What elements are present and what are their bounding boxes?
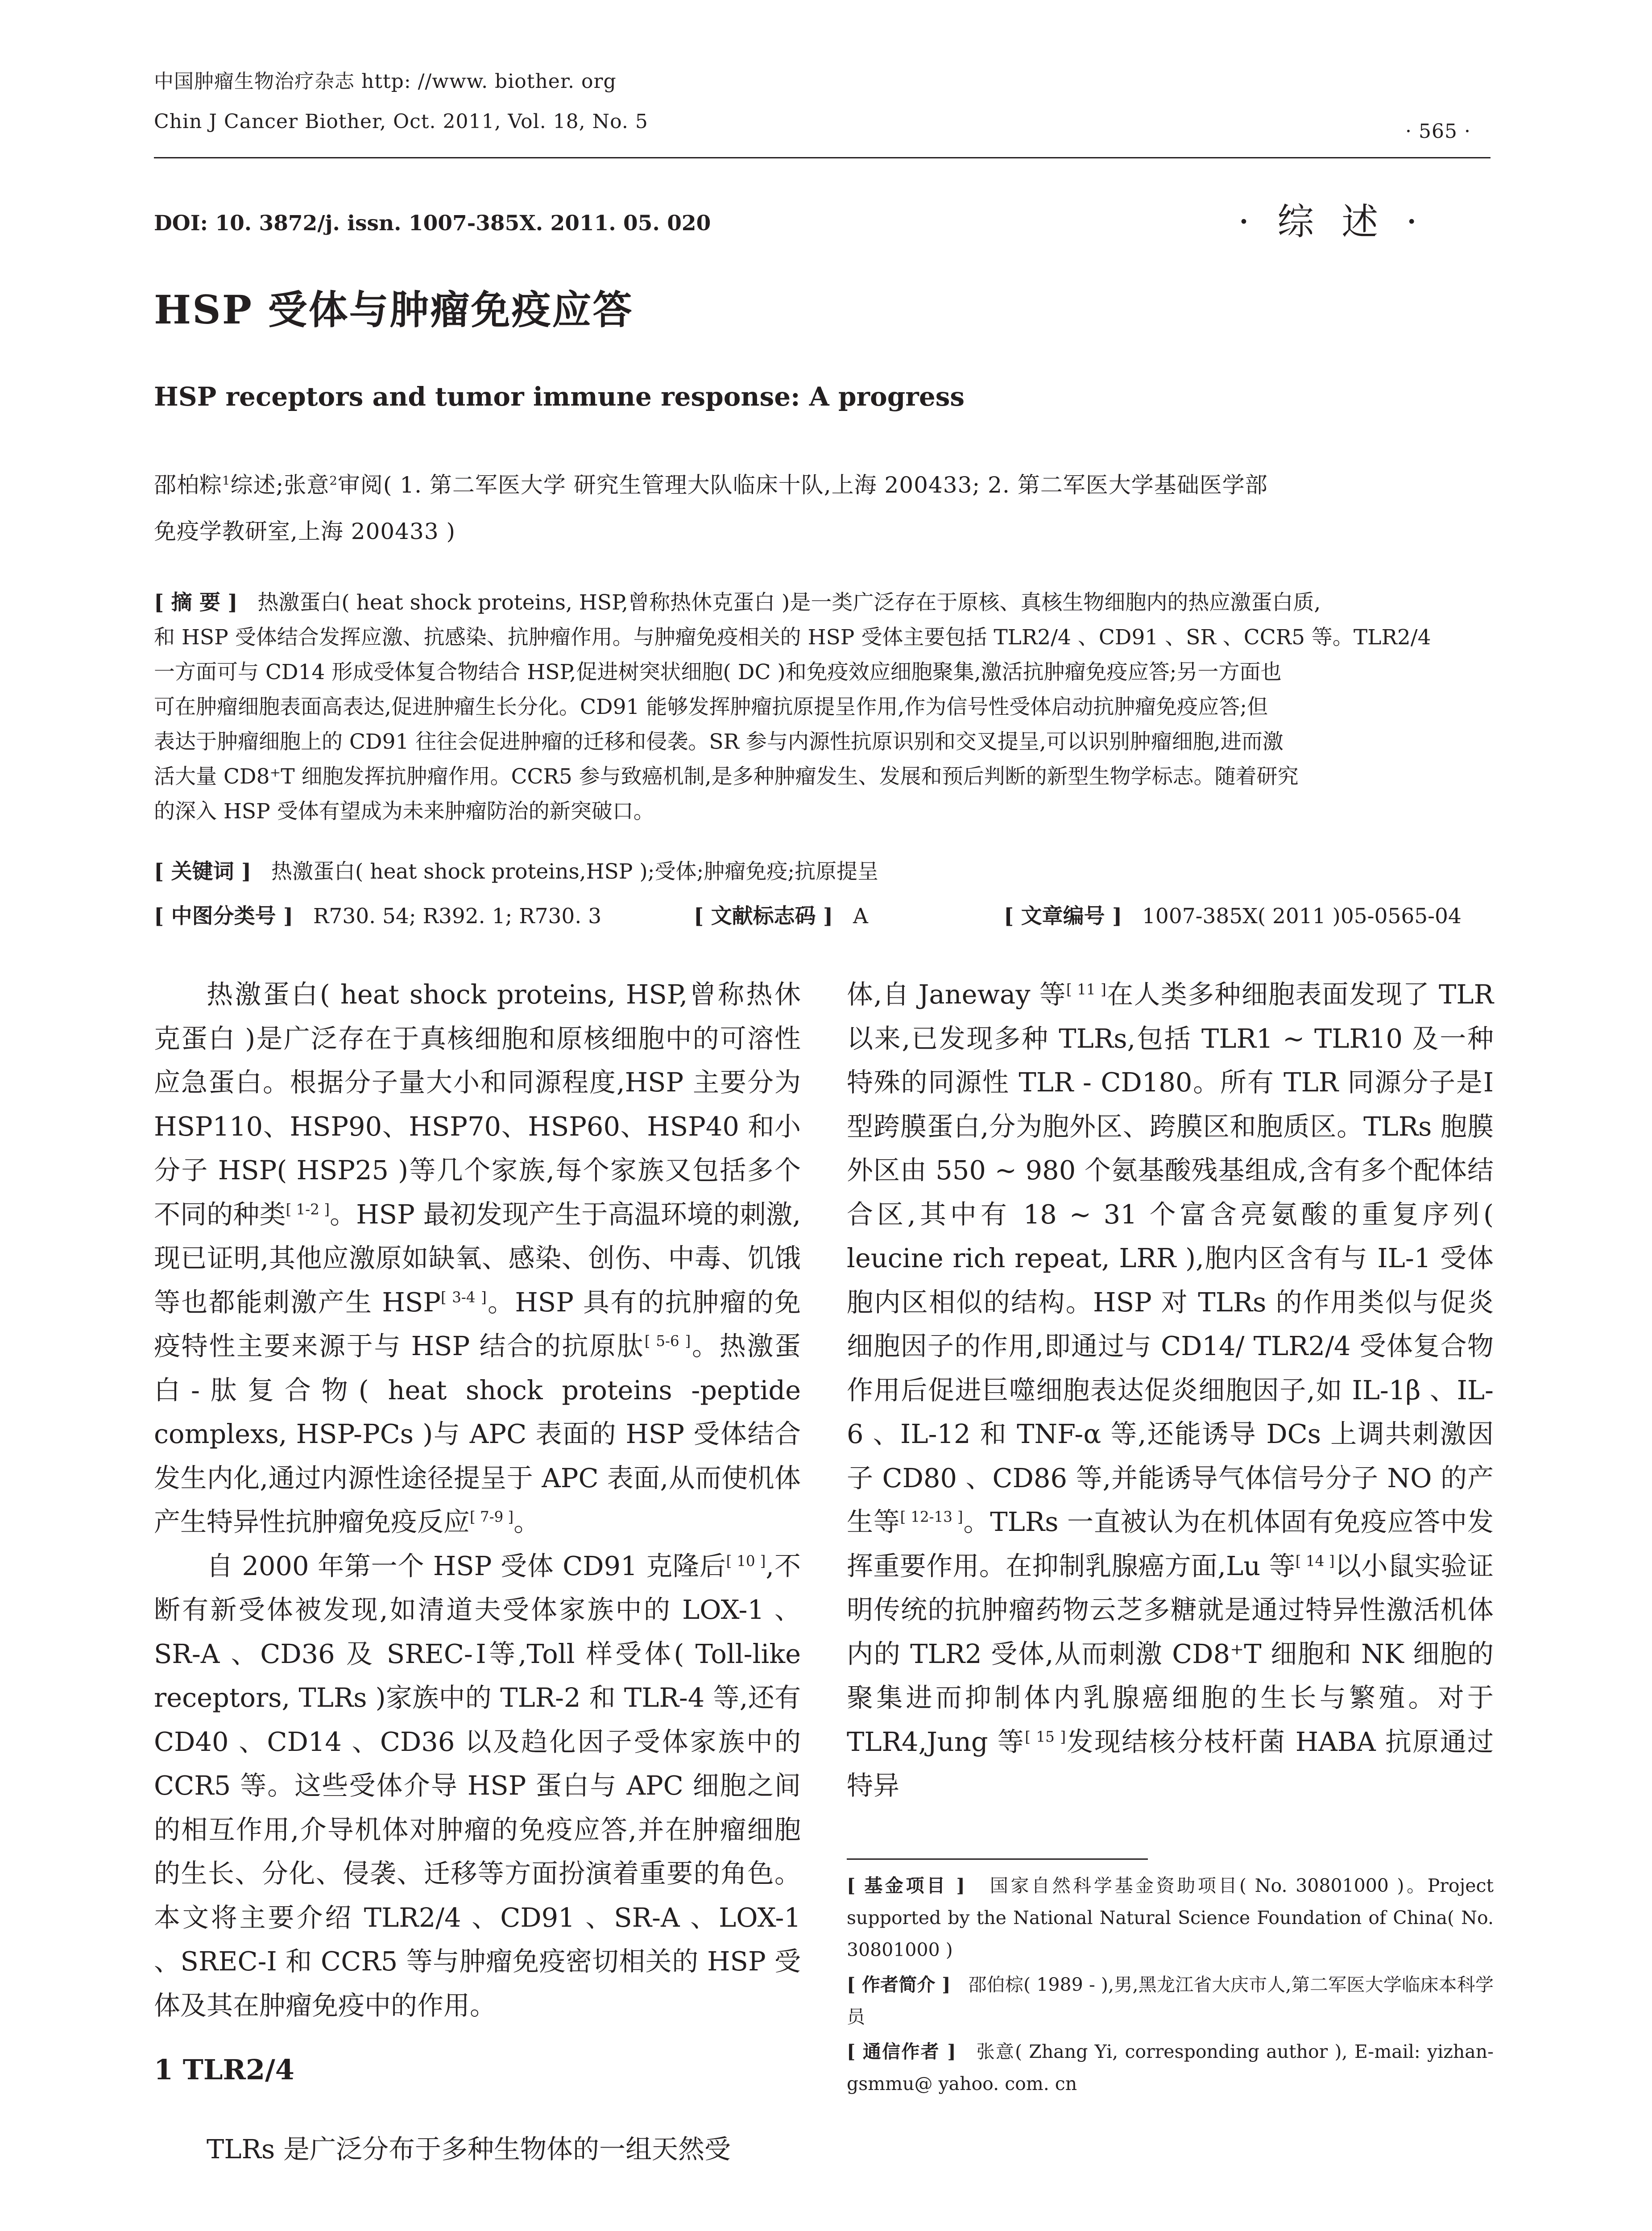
citation: [ 10 ] bbox=[726, 1552, 766, 1569]
affil-mark-2: 2 bbox=[329, 473, 338, 488]
clc-number bbox=[154, 899, 601, 934]
clc-label: [ 中图分类号 ] bbox=[154, 904, 294, 929]
text-run: 。热激蛋白-肽复合物( heat shock proteins -peptide complexs, HSP-PCs )与 APC 表面的 HSP 受体结合发生内化,通过内源性途径提呈于 APC 表面,从而使机体产生特异性抗肿瘤免疫反应 bbox=[154, 1331, 801, 1537]
keywords-label: [ 关键词 ] bbox=[154, 859, 252, 884]
affil-mark-1: 1 bbox=[222, 473, 231, 488]
header-rule bbox=[154, 157, 1491, 158]
text-run: 。HSP 最初发现产生于高温环境的刺激,现已证明,其他应激原如缺氧、感染、创伤、中毒、饥饿等也都能刺激产生 HSP bbox=[154, 1198, 801, 1318]
document-code-label: [ 文献标志码 ] bbox=[694, 904, 833, 929]
article-number bbox=[1004, 899, 1462, 934]
author-2: 综述;张意 bbox=[230, 472, 330, 498]
abstract bbox=[154, 585, 1490, 829]
text-run: 体,自 Janeway 等 bbox=[847, 979, 1066, 1010]
author-bio-text: 邵伯棕( 1989 - ),男,黑龙江省大庆市人,第二军医大学临床本科学员 bbox=[847, 1974, 1494, 2028]
text-run: 自 2000 年第一个 HSP 受体 CD91 克隆后 bbox=[207, 1550, 726, 1581]
abstract-line: 热激蛋白( heat shock proteins, HSP,曾称热休克蛋白 )是一类广泛存在于原核、真核生物细胞内的热应激蛋白质, bbox=[257, 590, 1321, 615]
citation: [ 1-2 ] bbox=[286, 1200, 330, 1218]
authors bbox=[154, 462, 1492, 555]
doi: DOI: 10. 3872/j. issn. 1007-385X. 2011. 05. 020 bbox=[154, 211, 711, 236]
clc-value: R730. 54; R392. 1; R730. 3 bbox=[313, 904, 602, 929]
correspondence-text: 张意( Zhang Yi, corresponding author ), E-mail: yizhan-gsmmu@ yahoo. com. cn bbox=[847, 2041, 1494, 2094]
keywords-text: 热激蛋白( heat shock proteins,HSP );受体;肿瘤免疫;抗原提呈 bbox=[271, 859, 879, 884]
abstract-line: 一方面可与 CD14 形成受体复合物结合 HSP,促进树突状细胞( DC )和免疫效应细胞聚集,激活抗肿瘤免疫应答;另一方面也 bbox=[154, 660, 1282, 684]
body-right-column bbox=[847, 973, 1494, 1808]
abstract-line: 的深入 HSP 受体有望成为未来肿瘤防治的新突破口。 bbox=[154, 799, 654, 824]
paragraph-tlr-cont bbox=[847, 973, 1494, 1808]
text-run: 。HSP 具有的抗肿瘤的免疫特性主要来源于与 HSP 结合的抗原肽 bbox=[154, 1286, 801, 1361]
body-left-column bbox=[154, 973, 801, 2028]
abstract-line: 活大量 CD8⁺T 细胞发挥抗肿瘤作用。CCR5 参与致癌机制,是多种肿瘤发生、发展和预后判断的新型生物学标志。随着研究 bbox=[154, 764, 1299, 789]
text-run: 。 bbox=[513, 1506, 540, 1537]
abstract-line: 和 HSP 受体结合发挥应激、抗感染、抗肿瘤作用。与肿瘤免疫相关的 HSP 受体主要包括 TLR2/4 、CD91 、SR 、CCR5 等。TLR2/4 bbox=[154, 625, 1431, 650]
fund-label: [ 基金项目 ] bbox=[847, 1875, 965, 1896]
fund-text: 国家自然科学基金资助项目( No. 30801000 )。Project supported by the National Natural Science Foundation of China( No. 30801000 ) bbox=[847, 1875, 1494, 1961]
article-number-value: 1007-385X( 2011 )05-0565-04 bbox=[1142, 904, 1462, 929]
article-title: HSP 受体与肿瘤免疫应答 bbox=[154, 286, 633, 333]
author-1: 邵柏粽 bbox=[154, 472, 222, 498]
abstract-line: 可在肿瘤细胞表面高表达,促进肿瘤生长分化。CD91 能够发挥肿瘤抗原提呈作用,作为信号性受体启动抗肿瘤免疫应答;但 bbox=[154, 695, 1268, 719]
document-code-value: A bbox=[853, 904, 868, 929]
affiliations-cont: 免疫学教研室,上海 200433 ) bbox=[154, 518, 456, 544]
paragraph-receptors bbox=[154, 1544, 801, 2028]
article-number-label: [ 文章编号 ] bbox=[1004, 904, 1122, 929]
footnote-fund bbox=[847, 1870, 1494, 1966]
section-heading: 1 TLR2/4 bbox=[154, 2053, 294, 2086]
article-title-en: HSP receptors and tumor immune response: A progress bbox=[154, 382, 965, 412]
footnote-author bbox=[847, 1969, 1494, 2033]
footnote-correspondence bbox=[847, 2036, 1494, 2100]
footnote-rule bbox=[847, 1858, 1148, 1860]
text-run: 以小鼠实验证明传统的抗肿瘤药物云芝多糖就是通过特异性激活机体内的 TLR2 受体,从而刺激 CD8⁺T 细胞和 NK 细胞的聚集进而抑制体内乳腺癌细胞的生长与繁殖。对于 TLR4,Jung 等 bbox=[847, 1550, 1494, 1757]
abstract-label: [ 摘 要 ] bbox=[154, 590, 238, 615]
footnotes bbox=[847, 1870, 1494, 2100]
citation: [ 3-4 ] bbox=[440, 1288, 487, 1306]
paragraph-intro bbox=[154, 973, 801, 1544]
citation: [ 12-13 ] bbox=[900, 1508, 963, 1526]
correspondence-label: [ 通信作者 ] bbox=[847, 2041, 956, 2062]
keywords bbox=[154, 854, 878, 889]
citation: [ 7-9 ] bbox=[470, 1508, 514, 1526]
text-run: 热激蛋白( heat shock proteins, HSP,曾称热休克蛋白 )是广泛存在于真核细胞和原核细胞中的可溶性应急蛋白。根据分子量大小和同源程度,HSP 主要分为 HSP110、HSP90、HSP70、HSP60、HSP40 和小分子 HSP( HSP25 )等几个家族,每个家族又包括多个不同的种类 bbox=[154, 979, 801, 1230]
column-tag: · 综 述 · bbox=[1238, 201, 1426, 243]
text-run: 在人类多种细胞表面发现了 TLR 以来,已发现多种 TLRs,包括 TLR1 ~ TLR10 及一种特殊的同源性 TLR - CD180。所有 TLR 同源分子是Ⅰ型跨膜蛋白,分为胞外区、跨膜区和胞质区。TLRs 胞膜外区由 550 ~ 980 个氨基酸残基组成,含有多个配体结合区,其中有 18 ~ 31 个富含亮氨酸的重复序列( leucine rich repeat, LRR ),胞内区含有与 IL-1 受体胞内区相似的结构。HSP 对 TLRs 的作用类似与促炎细胞因子的作用,即通过与 CD14/ TLR2/4 受体复合物作用后促进巨噬细胞表达促炎细胞因子,如 IL-1β 、IL-6 、IL-12 和 TNF-α 等,还能诱导 DCs 上调共刺激因子 CD80 、CD86 等,并能诱导气体信号分子 NO 的产生等 bbox=[847, 979, 1494, 1537]
abstract-line: 表达于肿瘤细胞上的 CD91 往往会促进肿瘤的迁移和侵袭。SR 参与内源性抗原识别和交叉提呈,可以识别肿瘤细胞,进而激 bbox=[154, 730, 1284, 754]
body-left-column-cont bbox=[154, 2127, 801, 2172]
citation: [ 11 ] bbox=[1066, 981, 1106, 998]
text-run: 发现结核分枝杆菌 HABA 抗原通过特异 bbox=[847, 1726, 1494, 1801]
journal-header-en: Chin J Cancer Biother, Oct. 2011, Vol. 18, No. 5 bbox=[154, 110, 648, 133]
citation: [ 5-6 ] bbox=[644, 1332, 691, 1350]
journal-header-cn: 中国肿瘤生物治疗杂志 http: //www. biother. org bbox=[154, 70, 617, 93]
page-number: · 565 · bbox=[1405, 120, 1471, 143]
affiliations: 审阅( 1. 第二军医大学 研究生管理大队临床十队,上海 200433; 2. 第二军医大学基础医学部 bbox=[337, 472, 1268, 498]
text-run: ,不断有新受体被发现,如清道夫受体家族中的 LOX-1 、SR-A 、CD36 及 SREC-Ⅰ等,Toll 样受体( Toll-like receptors, TLRs )家族中的 TLR-2 和 TLR-4 等,还有 CD40 、CD14 、CD36 以及趋化因子受体家族中的 CCR5 等。这些受体介导 HSP 蛋白与 APC 细胞之间的相互作用,介导机体对肿瘤的免疫应答,并在肿瘤细胞的生长、分化、侵袭、迁移等方面扮演着重要的角色。本文将主要介绍 TLR2/4 、CD91 、SR-A 、LOX-1 、SREC-I 和 CCR5 等与肿瘤免疫密切相关的 HSP 受体及其在肿瘤免疫中的作用。 bbox=[154, 1550, 801, 2021]
text-run: 。TLRs 一直被认为在机体固有免疫应答中发挥重要作用。在抑制乳腺癌方面,Lu 等 bbox=[847, 1506, 1494, 1581]
citation: [ 14 ] bbox=[1295, 1552, 1335, 1569]
author-bio-label: [ 作者简介 ] bbox=[847, 1974, 951, 1995]
paragraph-tlr: TLRs 是广泛分布于多种生物体的一组天然受 bbox=[207, 2134, 731, 2165]
citation: [ 15 ] bbox=[1025, 1728, 1066, 1745]
document-code bbox=[694, 899, 868, 934]
